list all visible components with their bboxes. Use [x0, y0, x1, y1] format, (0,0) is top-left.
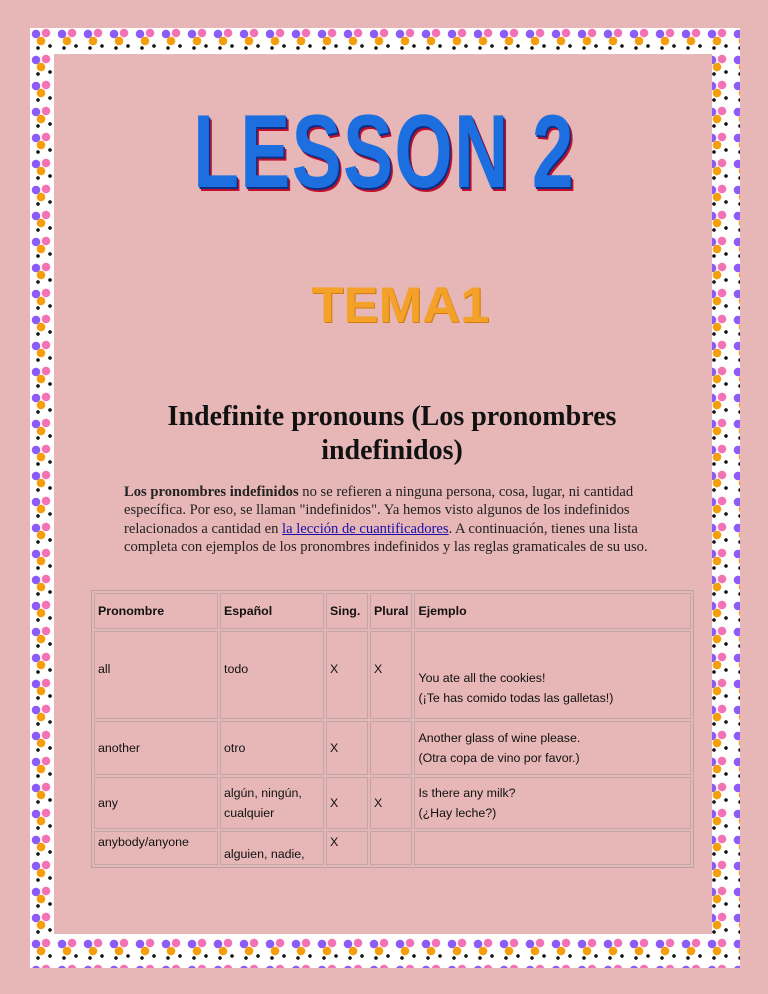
- cell-example: [414, 831, 691, 865]
- intro-bold-lead: Los pronombres indefinidos: [124, 484, 299, 500]
- cell-spanish: otro: [220, 721, 324, 775]
- example-en: Another glass of wine please.: [418, 731, 581, 745]
- intro-paragraph: [124, 483, 664, 557]
- tema-subtitle: TEMA1: [311, 277, 490, 333]
- cell-plural: [370, 721, 412, 775]
- cell-spanish: algún, ningún, cualquier: [220, 777, 324, 829]
- table-header-row: [94, 593, 691, 629]
- cell-sing: X: [326, 721, 368, 775]
- example-es: (¿Hay leche?): [418, 806, 497, 820]
- lesson-title: LESSON 2: [193, 94, 575, 210]
- header-sing: Sing.: [326, 593, 368, 629]
- intro-text-before-link: no se refieren a ninguna persona, cosa, lugar, ni cantidad específica. Por eso, se llaman "indefinidos". Ya hemos visto algunos de los indefinidos relacionados a cantidad en: [124, 484, 634, 537]
- table-row: [94, 831, 691, 865]
- table-row: [94, 721, 691, 775]
- cell-pronoun: any: [94, 777, 218, 829]
- cell-example: [414, 631, 691, 719]
- table-row: [94, 777, 691, 829]
- header-ejemplo: Ejemplo: [414, 593, 691, 629]
- example-en: Is there any milk?: [418, 786, 516, 800]
- cell-example: [414, 777, 691, 829]
- cell-sing: X: [326, 777, 368, 829]
- cell-pronoun: anybody/anyone: [94, 831, 218, 865]
- cell-plural: [370, 831, 412, 865]
- cell-example: [414, 721, 691, 775]
- cell-plural: X: [370, 631, 412, 719]
- header-pronombre: Pronombre: [94, 593, 218, 629]
- header-plural: Plural: [370, 593, 412, 629]
- cell-spanish: todo: [220, 631, 324, 719]
- cell-sing: X: [326, 631, 368, 719]
- section-heading: Indefinite pronouns (Los pronombres indefinidos): [167, 401, 617, 466]
- example-es: (Otra copa de vino por favor.): [418, 751, 580, 765]
- quantifiers-lesson-link[interactable]: la lección de cuantificadores: [282, 520, 449, 537]
- pronouns-table: [91, 590, 694, 868]
- cell-pronoun: all: [94, 631, 218, 719]
- cell-spanish: alguien, nadie,: [220, 831, 324, 865]
- intro-text-after-link: . A continuación, tienes una lista completa con ejemplos de los pronombres indefinidos y las reglas gramaticales de su uso.: [124, 520, 648, 556]
- example-en: You ate all the cookies!: [418, 671, 546, 685]
- example-es: (¡Te has comido todas las galletas!): [418, 691, 614, 705]
- cell-plural: X: [370, 777, 412, 829]
- cell-sing: X: [326, 831, 368, 865]
- header-espanol: Español: [220, 593, 324, 629]
- cell-pronoun: another: [94, 721, 218, 775]
- table-row: [94, 631, 691, 719]
